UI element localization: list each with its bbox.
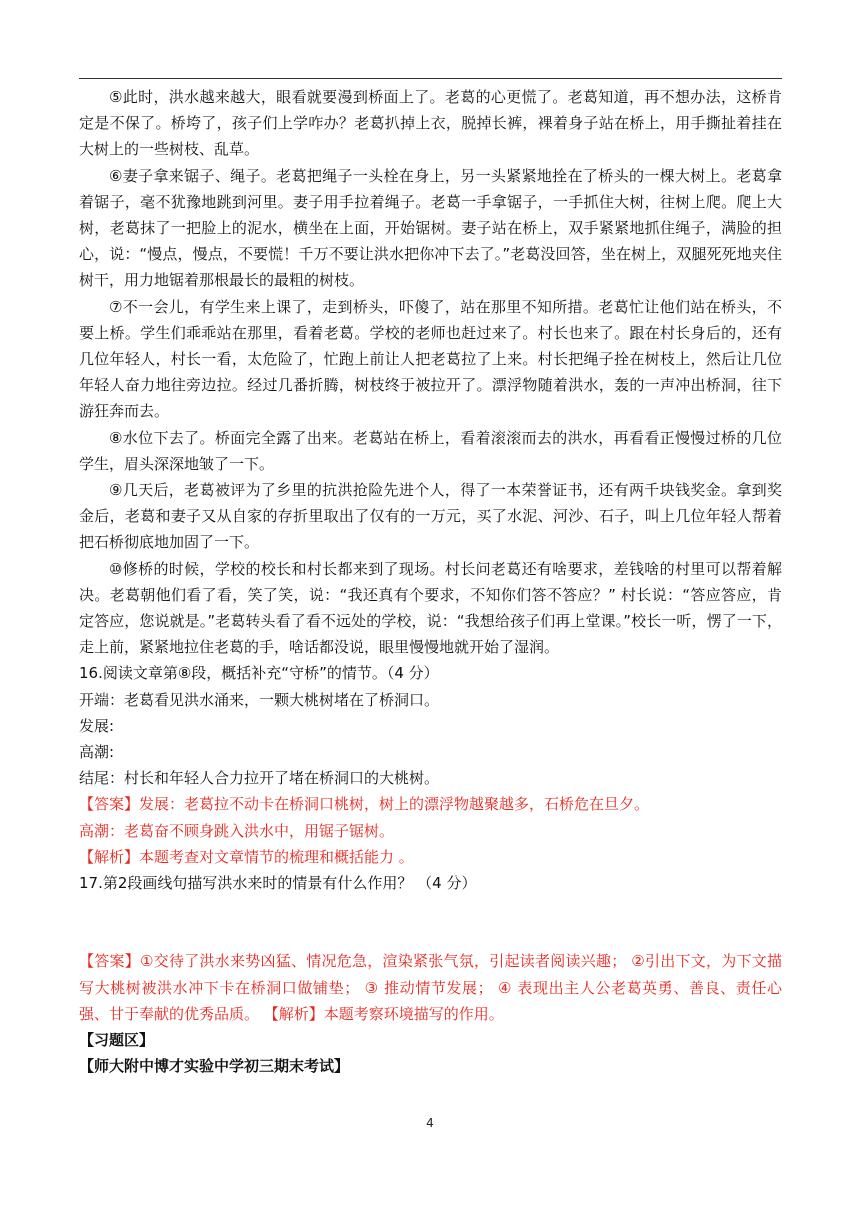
plot-development: 发展: <box>79 716 115 735</box>
answer-16-development: 【答案】发展：老葛拉不动卡在桥洞口桃树，树上的漂浮物越聚越多，石桥危在旦夕。 <box>79 795 650 814</box>
paragraph-7: ⑦不一会儿，有学生来上课了，走到桥头，吓傻了，站在那里不知所措。老葛忙让他们站在桥头，不要上桥。学生们乖乖站在那里，看着老葛。学校的老师也赶过来了。村长也来了。跟在村长身后的，还有几位年轻人，村长一看，太危险了，忙跑上前让人把老葛拉了上来。村长把绳子拴在树枝上，然后让几位年轻人奋力地往旁边拉。经过几番折腾，树枝终于被拉开了。漂浮物随着洪水，轰的一声冲出桥洞，往下游狂奔而去。 <box>79 297 782 421</box>
paragraph-8: ⑧水位下去了。桥面完全露了出来。老葛站在桥上，看着滚滚而去的洪水，再看看正慢慢过桥的几位学生，眉头深深地皱了一下。 <box>79 428 782 473</box>
paragraph-10: ⑩修桥的时候，学校的校长和村长都来到了现场。村长问老葛还有啥要求，差钱啥的村里可以帮着解决。老葛朝他们看了看，笑了笑，说：“我还真有个要求，不知你们答不答应？” 村长说：“答应答应，肯定答应，您说就是。”老葛转头看了看不远处的学校，说：“我想给孩子们再上堂课。”校长一听，愣了一下，走上前，紧紧地拉住老葛的手，啥话都没说，眼里慢慢地就开始了湿润。 <box>79 559 782 657</box>
question-17: 17.第2段画线句描写洪水来时的情景有什么作用？ （4 分） <box>79 874 477 893</box>
paragraph-5: ⑤此时，洪水越来越大，眼看就要漫到桥面上了。老葛的心更慌了。老葛知道，再不想办法，这桥肯定是不保了。桥垮了，孩子们上学咋办？老葛扒掉上衣，脱掉长裤，裸着身子站在桥上，用手撕扯着挂在大树上的一些树枝、乱草。 <box>79 88 782 159</box>
page-number: 4 <box>426 1116 434 1130</box>
plot-start: 开端：老葛看见洪水涌来，一颗大桃树堵在了桥洞口。 <box>79 690 440 709</box>
plot-climax: 高潮: <box>79 743 115 762</box>
header-rule <box>79 78 782 79</box>
paragraph-9: ⑨几天后，老葛被评为了乡里的抗洪抢险先进个人，得了一本荣誉证书，还有两千块钱奖金。拿到奖金后，老葛和妻子又从自家的存折里取出了仅有的一万元，买了水泥、河沙、石子，叫上几位年轻人帮着把石桥彻底地加固了一下。 <box>79 481 782 552</box>
answer-17: 【答案】①交待了洪水来势凶猛、情况危急，渲染紧张气氛，引起读者阅读兴趣； ②引出下文，为下文描写大桃树被洪水冲下卡在桥洞口做铺垫； ③ 推动情节发展； ④ 表现出主人公老葛英勇、善良、责任心强、甘于奉献的优秀品质。 【解析】本题考察环境描写的作用。 <box>79 952 782 1023</box>
practice-section-heading: 【习题区】 <box>79 1030 155 1049</box>
plot-ending: 结尾：村长和年轻人合力拉开了堵在桥洞口的大桃树。 <box>79 769 440 788</box>
answer-space <box>79 896 782 948</box>
paragraph-6: ⑥妻子拿来锯子、绳子。老葛把绳子一头栓在身上，另一头紧紧地拴在了桥头的一棵大树上。老葛拿着锯子，毫不犹豫地跳到河里。妻子用手拉着绳子。老葛一手拿锯子，一手抓住大树，往树上爬。爬上大树，老葛抹了一把脸上的泥水，横坐在上面，开始锯树。妻子站在桥上，双手紧紧地抓住绳子，满脸的担心，说：“慢点，慢点，不要慌！千万不要让洪水把你冲下去了。”老葛没回答，坐在树上，双腿死死地夹住树干，用力地锯着那根最长的最粗的树枝。 <box>79 166 782 290</box>
exam-source-heading: 【师大附中博才实验中学初三期末考试】 <box>79 1057 350 1076</box>
question-16: 16.阅读文章第⑧段，概括补充“守桥”的情节。（4 分） <box>79 664 439 683</box>
answer-16-climax: 高潮：老葛奋不顾身跳入洪水中，用锯子锯树。 <box>79 821 395 840</box>
analysis-16: 【解析】本题考查对文章情节的梳理和概括能力 。 <box>79 847 414 866</box>
document-body <box>79 84 782 1079</box>
